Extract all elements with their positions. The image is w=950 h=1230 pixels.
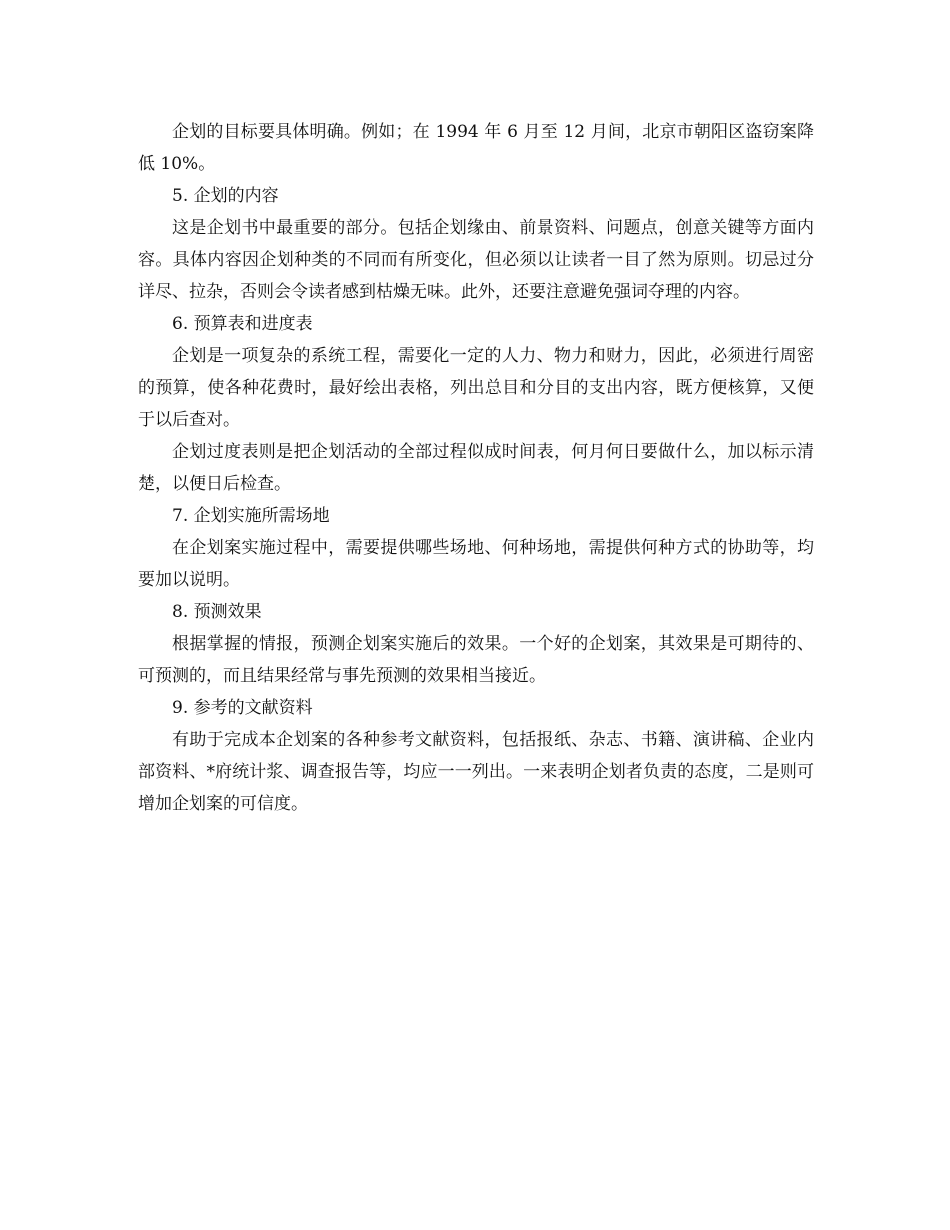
paragraph-venue: 在企划案实施过程中，需要提供哪些场地、何种场地，需提供何种方式的协助等，均要加以说明。: [138, 538, 814, 590]
paragraph-references: 有助于完成本企划案的各种参考文献资料，包括报纸、杂志、书籍、演讲稿、企业内部资料、*府统计浆、调查报告等，均应一一列出。一来表明企划者负责的态度，二是则可增加企划案的可信度。: [138, 730, 814, 814]
paragraph-content: 这是企划书中最重要的部分。包括企划缘由、前景资料、问题点，创意关键等方面内容。具体内容因企划种类的不同而有所变化，但必须以让读者一目了然为原则。切忌过分详尽、拉杂，否则会令读者感到枯燥无味。此外，还要注意避免强词夺理的内容。: [138, 218, 814, 302]
section-heading-7: 7. 企划实施所需场地: [172, 506, 330, 526]
section-heading-6: 6. 预算表和进度表: [172, 314, 313, 334]
paragraph-schedule: 企划过度表则是把企划活动的全部过程似成时间表，何月何日要做什么，加以标示清楚，以便日后检查。: [138, 442, 814, 494]
paragraph-effect: 根据掌握的情报，预测企划案实施后的效果。一个好的企划案，其效果是可期待的、可预测的，而且结果经常与事先预测的效果相当接近。: [138, 634, 814, 686]
document-body: [138, 116, 814, 820]
section-heading-8: 8. 预测效果: [172, 602, 262, 622]
section-heading-5: 5. 企划的内容: [172, 186, 279, 206]
paragraph-goal-example: 企划的目标要具体明确。例如；在 1994 年 6 月至 12 月间，北京市朝阳区盗窃案降低 10%。: [138, 122, 814, 174]
paragraph-budget: 企划是一项复杂的系统工程，需要化一定的人力、物力和财力，因此，必须进行周密的预算，使各种花费时，最好绘出表格，列出总目和分目的支出内容，既方便核算，又便于以后查对。: [138, 346, 814, 430]
section-heading-9: 9. 参考的文献资料: [172, 698, 313, 718]
